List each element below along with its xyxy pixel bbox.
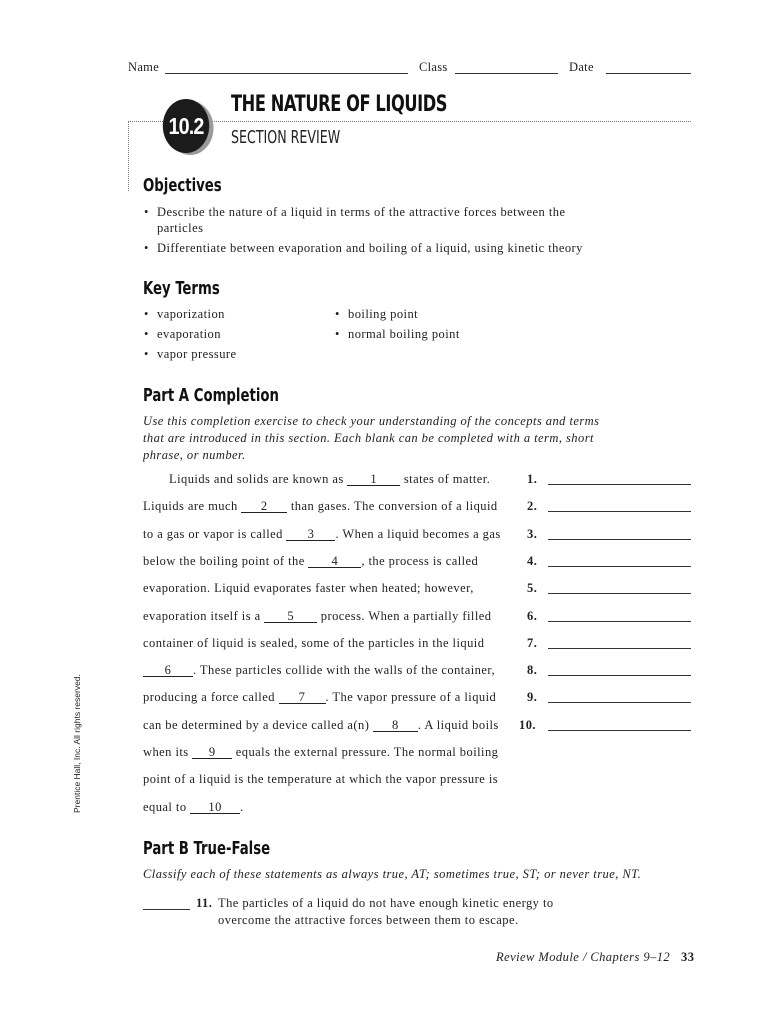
- passage-text: producing a force called: [143, 690, 279, 705]
- passage-text: to a gas or vapor is called: [143, 526, 287, 541]
- passage-line: [143, 554, 478, 569]
- passage-text: point of a liquid is the temperature at which the vapor pressure is: [143, 772, 499, 787]
- inline-blank-9: 9: [192, 746, 232, 759]
- passage-text: when its: [143, 745, 193, 759]
- inline-blank-7: 7: [279, 691, 326, 704]
- name-field[interactable]: [165, 73, 408, 74]
- passage-line: [143, 499, 498, 514]
- answer-number: 7.: [527, 635, 538, 650]
- passage-text: Liquids are much: [143, 499, 242, 514]
- passage-text: than gases. The conversion of a liquid: [287, 499, 498, 514]
- part-a-instructions-1: Use this completion exercise to check your understanding of the concepts and terms: [143, 414, 600, 428]
- passage-line: [143, 527, 501, 542]
- passage-text: equal to: [143, 799, 191, 814]
- answer-number: 4.: [527, 553, 538, 568]
- passage-text: . These particles collide with the walls of the container,: [193, 663, 496, 678]
- passage-text: can be determined by a device called a(n): [143, 717, 373, 732]
- title-rule: [128, 121, 691, 122]
- passage-line: [143, 800, 244, 815]
- page-subtitle: SECTION REVIEW: [231, 127, 341, 148]
- part-a-heading: Part A Completion: [143, 385, 279, 406]
- class-label: Class: [419, 60, 448, 74]
- inline-blank-2: 2: [241, 500, 287, 513]
- objective-item: • Describe the nature of a liquid in terms of the attractive forces between the: [157, 205, 565, 220]
- inline-blank-5: 5: [264, 610, 317, 623]
- inline-blank-8: 8: [373, 719, 418, 732]
- passage-text: below the boiling point of the: [143, 553, 309, 568]
- passage-text: evaporation itself is a: [143, 608, 265, 623]
- tf-answer-blank[interactable]: [143, 909, 190, 910]
- key-terms-heading: Key Terms: [143, 278, 220, 299]
- answer-line[interactable]: [548, 621, 691, 622]
- inline-blank-6: 6: [143, 664, 193, 677]
- inline-blank-4: 4: [308, 555, 361, 568]
- answer-line[interactable]: [548, 648, 691, 649]
- answer-line[interactable]: [548, 702, 691, 703]
- part-a-instructions-3: phrase, or number.: [143, 448, 246, 462]
- section-badge: 10.2: [163, 99, 209, 153]
- answer-number: 2.: [527, 499, 538, 514]
- answer-line[interactable]: [548, 539, 691, 540]
- passage-text: states of matter.: [400, 472, 491, 486]
- answer-number: 5.: [527, 581, 538, 596]
- answer-line[interactable]: [548, 730, 691, 731]
- key-term: • boiling point: [348, 307, 418, 322]
- part-b-instructions: Classify each of these statements as always true, AT; sometimes true, ST; or never true, NT.: [143, 867, 642, 881]
- part-b-heading: Part B True-False: [143, 838, 271, 859]
- passage-line: [143, 609, 491, 624]
- inline-blank-1: 1: [347, 473, 400, 486]
- objective-item: • Differentiate between evaporation and boiling of a liquid, using kinetic theory: [157, 241, 583, 256]
- passage-text: evaporation. Liquid evaporates faster when heated; however,: [143, 581, 474, 596]
- part-a-instructions-2: that are introduced in this section. Each blank can be completed with a term, short: [143, 431, 594, 445]
- passage-text: equals the external pressure. The normal boiling: [232, 745, 499, 759]
- passage-line: [143, 690, 496, 705]
- passage-line: [143, 772, 498, 787]
- passage-line: [143, 718, 499, 733]
- key-term: • normal boiling point: [348, 327, 460, 342]
- answer-number: 3.: [527, 526, 538, 541]
- date-label: Date: [569, 60, 594, 74]
- answer-number: 6.: [527, 608, 538, 623]
- passage-line: [169, 472, 490, 487]
- key-term: • vapor pressure: [157, 347, 237, 362]
- class-field[interactable]: [455, 73, 558, 74]
- page-number: 33: [681, 950, 695, 964]
- answer-line[interactable]: [548, 566, 691, 567]
- objective-item-cont: particles: [157, 221, 204, 235]
- answer-number: 8.: [527, 663, 538, 678]
- passage-text: . The vapor pressure of a liquid: [325, 690, 497, 705]
- answer-number: 10.: [519, 717, 536, 732]
- inline-blank-3: 3: [286, 528, 335, 541]
- question-text: The particles of a liquid do not have enough kinetic energy to: [218, 896, 554, 910]
- answer-number: 1.: [527, 472, 538, 486]
- name-label: Name: [128, 60, 160, 74]
- answer-number: 9.: [527, 690, 538, 705]
- passage-line: [143, 581, 474, 596]
- passage-text: Liquids and solids are known as: [169, 472, 348, 486]
- objectives-heading: Objectives: [143, 175, 222, 196]
- answer-line[interactable]: [548, 593, 691, 594]
- date-field[interactable]: [606, 73, 691, 74]
- passage-text: . A liquid boils: [417, 717, 499, 732]
- key-term: • vaporization: [157, 307, 225, 322]
- passage-text: .: [240, 799, 244, 814]
- answer-line[interactable]: [548, 511, 691, 512]
- passage-text: process. When a partially filled: [317, 608, 492, 623]
- passage-text: . When a liquid becomes a gas: [335, 526, 501, 541]
- passage-line: [143, 663, 495, 678]
- key-term: • evaporation: [157, 327, 221, 342]
- answer-line[interactable]: [548, 675, 691, 676]
- question-number: 11.: [196, 896, 213, 910]
- copyright-notice: Prentice Hall, Inc. All rights reserved.: [72, 674, 82, 813]
- passage-line: [143, 636, 484, 651]
- inline-blank-10: 10: [190, 801, 240, 814]
- answer-line[interactable]: [548, 484, 691, 485]
- passage-line: [143, 745, 498, 760]
- passage-text: container of liquid is sealed, some of the particles in the liquid: [143, 635, 485, 650]
- passage-text: , the process is called: [361, 553, 479, 568]
- question-text-cont: overcome the attractive forces between them to escape.: [218, 913, 519, 927]
- footer-module: Review Module / Chapters 9–12: [496, 950, 671, 964]
- page-title: THE NATURE OF LIQUIDS: [231, 92, 448, 117]
- title-rule-vertical: [128, 121, 129, 191]
